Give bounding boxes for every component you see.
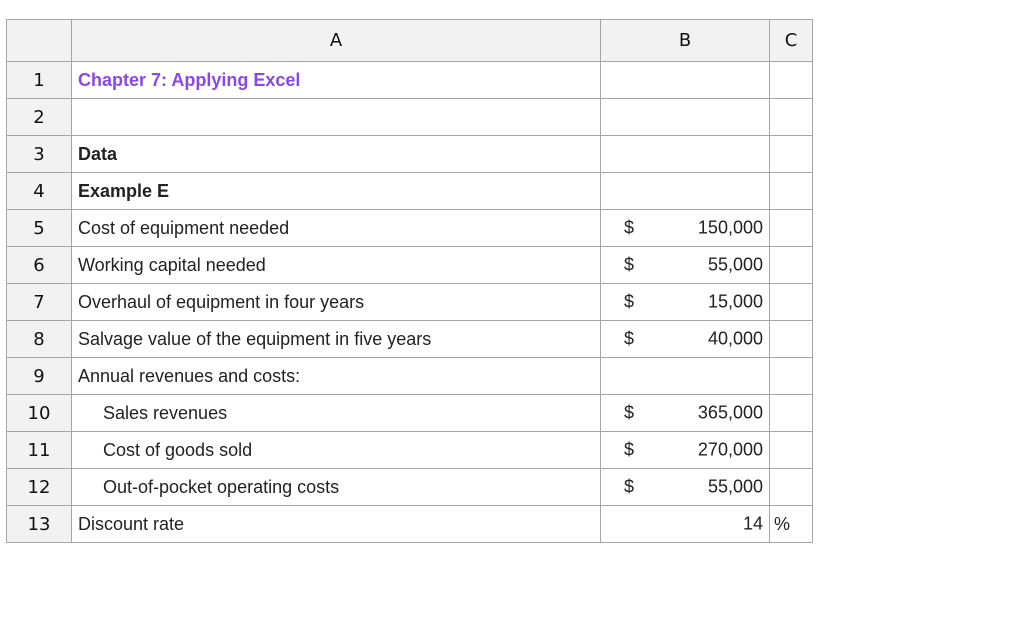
cell-c13-percent[interactable]: % (770, 506, 813, 543)
cell-value: 150,000 (697, 217, 763, 238)
cell-b6[interactable] (601, 247, 770, 284)
cell-a11[interactable]: Cost of goods sold (72, 432, 601, 469)
cell-value: 365,000 (697, 402, 763, 423)
sheet-row-6 (7, 247, 813, 284)
sheet-row-3 (7, 136, 813, 173)
row-header-8[interactable]: 8 (7, 321, 72, 358)
cell-a2[interactable] (72, 99, 601, 136)
cell-a3-section-heading[interactable]: Data (72, 136, 601, 173)
cell-c9[interactable] (770, 358, 813, 395)
row-header-3[interactable]: 3 (7, 136, 72, 173)
cell-a8[interactable]: Salvage value of the equipment in five years (72, 321, 601, 358)
cell-value: 55,000 (707, 254, 763, 275)
cell-c10[interactable] (770, 395, 813, 432)
cell-c7[interactable] (770, 284, 813, 321)
row-header-2[interactable]: 2 (7, 99, 72, 136)
cell-value: 14 (742, 513, 763, 534)
cell-c4[interactable] (770, 173, 813, 210)
cell-a12[interactable]: Out-of-pocket operating costs (72, 469, 601, 506)
cell-c3[interactable] (770, 136, 813, 173)
cell-b13[interactable] (601, 506, 770, 543)
column-header-c[interactable]: C (770, 20, 813, 62)
cell-a6[interactable]: Working capital needed (72, 247, 601, 284)
column-header-b[interactable]: B (601, 20, 770, 62)
row-header-6[interactable]: 6 (7, 247, 72, 284)
column-header-a[interactable]: A (72, 20, 601, 62)
row-header-1[interactable]: 1 (7, 62, 72, 99)
cell-b3[interactable] (601, 136, 770, 173)
cell-value: 40,000 (707, 328, 763, 349)
cell-c2[interactable] (770, 99, 813, 136)
currency-symbol: $ (624, 439, 635, 460)
sheet-row-11 (7, 432, 813, 469)
cell-a5[interactable]: Cost of equipment needed (72, 210, 601, 247)
cell-a1-title[interactable]: Chapter 7: Applying Excel (72, 62, 601, 99)
row-header-4[interactable]: 4 (7, 173, 72, 210)
row-header-13[interactable]: 13 (7, 506, 72, 543)
currency-symbol: $ (624, 291, 635, 312)
currency-symbol: $ (624, 217, 635, 238)
sheet-row-13 (7, 506, 813, 543)
currency-symbol: $ (624, 254, 635, 275)
sheet-row-4 (7, 173, 813, 210)
row-header-5[interactable]: 5 (7, 210, 72, 247)
cell-a4-example-heading[interactable]: Example E (72, 173, 601, 210)
corner-cell[interactable] (7, 20, 72, 62)
row-header-7[interactable]: 7 (7, 284, 72, 321)
cell-value: 55,000 (707, 476, 763, 497)
row-header-9[interactable]: 9 (7, 358, 72, 395)
currency-symbol: $ (624, 476, 635, 497)
cell-b4[interactable] (601, 173, 770, 210)
cell-b12[interactable] (601, 469, 770, 506)
cell-c12[interactable] (770, 469, 813, 506)
sheet-row-9 (7, 358, 813, 395)
sheet-row-10 (7, 395, 813, 432)
row-header-10[interactable]: 10 (7, 395, 72, 432)
sheet-row-5 (7, 210, 813, 247)
sheet-row-12 (7, 469, 813, 506)
row-header-12[interactable]: 12 (7, 469, 72, 506)
cell-value: 15,000 (707, 291, 763, 312)
cell-c6[interactable] (770, 247, 813, 284)
cell-b7[interactable] (601, 284, 770, 321)
currency-symbol: $ (624, 402, 635, 423)
currency-symbol: $ (624, 328, 635, 349)
cell-b2[interactable] (601, 99, 770, 136)
cell-a13[interactable]: Discount rate (72, 506, 601, 543)
cell-c1[interactable] (770, 62, 813, 99)
cell-c8[interactable] (770, 321, 813, 358)
cell-c11[interactable] (770, 432, 813, 469)
column-header-row (7, 20, 813, 62)
cell-c5[interactable] (770, 210, 813, 247)
cell-b9[interactable] (601, 358, 770, 395)
cell-value: 270,000 (697, 439, 763, 460)
cell-b8[interactable] (601, 321, 770, 358)
cell-b10[interactable] (601, 395, 770, 432)
cell-a9[interactable]: Annual revenues and costs: (72, 358, 601, 395)
spreadsheet-grid (6, 19, 813, 543)
cell-a7[interactable]: Overhaul of equipment in four years (72, 284, 601, 321)
sheet-row-7 (7, 284, 813, 321)
cell-a10[interactable]: Sales revenues (72, 395, 601, 432)
sheet-row-8 (7, 321, 813, 358)
sheet-row-1 (7, 62, 813, 99)
cell-b5[interactable] (601, 210, 770, 247)
cell-b1[interactable] (601, 62, 770, 99)
cell-b11[interactable] (601, 432, 770, 469)
row-header-11[interactable]: 11 (7, 432, 72, 469)
sheet-row-2 (7, 99, 813, 136)
